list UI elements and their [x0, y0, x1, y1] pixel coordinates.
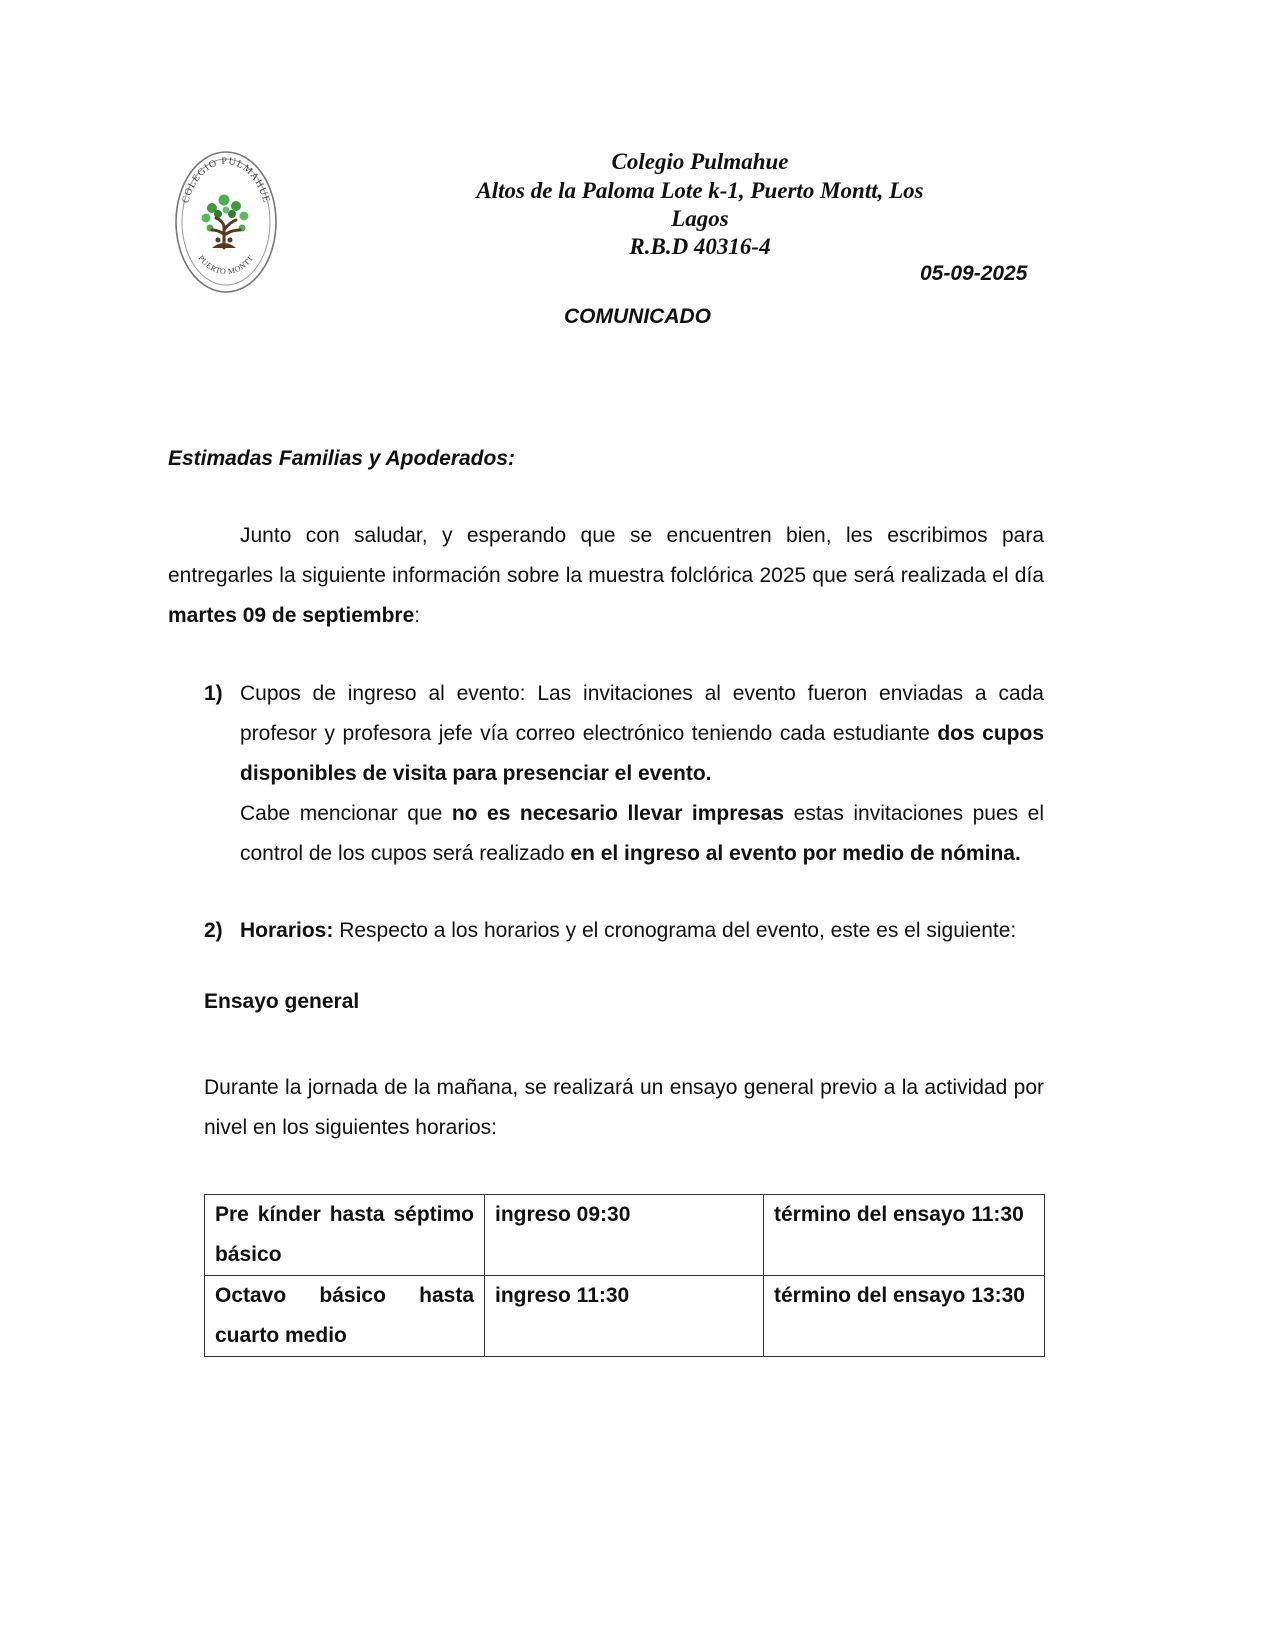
section-title: Ensayo general: [204, 990, 360, 1013]
item-1-paragraph-1: Cupos de ingreso al evento: Las invitaciones al evento fueron enviadas a cada profesor y profesora jefe vía correo electrónico teniendo cada estudiante dos cupos disponibles de visita para presenciar el evento.: [240, 682, 1044, 785]
schedule-table: [204, 1194, 1045, 1357]
tree-emblem-icon: [172, 148, 280, 296]
list-item-number: 1): [204, 682, 223, 705]
school-rbd: R.B.D 40316-4: [629, 234, 771, 259]
intro-text-end: :: [414, 604, 421, 627]
table-cell-level: Octavo básico hasta cuarto medio: [205, 1276, 485, 1357]
list-item-number: 2): [204, 919, 223, 942]
svg-text:COLEGIO PULMAHUE: COLEGIO PULMAHUE: [180, 155, 272, 205]
table-cell-end: término del ensayo 13:30: [764, 1276, 1045, 1357]
intro-paragraph: [168, 516, 1044, 636]
table-cell-end: término del ensayo 11:30: [764, 1195, 1045, 1276]
svg-text:PUERTO MONTT: PUERTO MONTT: [196, 253, 256, 277]
list-item-2: [204, 911, 1044, 951]
table-cell-entry: ingreso 11:30: [485, 1276, 764, 1357]
item-1-paragraph-2: Cabe mencionar que no es necesario llevar impresas estas invitaciones pues el control de los cupos será realizado en el ingreso al evento por medio de nómina.: [240, 802, 1045, 865]
item-2-text: Horarios: Respecto a los horarios y el cronograma del evento, este es el siguiente:: [240, 919, 1017, 942]
list-item-1: [204, 674, 1044, 874]
section-paragraph: Durante la jornada de la mañana, se realizará un ensayo general previo a la actividad por nivel en los siguientes horarios:: [204, 1076, 1044, 1139]
school-address-line1: Altos de la Paloma Lote k-1, Puerto Montt, Los: [476, 178, 924, 203]
school-address-line2: Lagos: [671, 206, 729, 231]
document-title: COMUNICADO: [564, 305, 711, 328]
table-row: [205, 1195, 1045, 1276]
table-cell-level: Pre kínder hasta séptimo básico: [205, 1195, 485, 1276]
intro-text: Junto con saludar, y esperando que se encuentren bien, les escribimos para entregarles la siguiente información sobre la muestra folclórica 2025 que será realizada el día: [168, 524, 1044, 587]
table-cell-entry: ingreso 09:30: [485, 1195, 764, 1276]
event-date-bold: martes 09 de septiembre: [168, 604, 415, 627]
document-date: 05-09-2025: [920, 262, 1028, 285]
school-name: Colegio Pulmahue: [611, 149, 789, 174]
school-logo: [172, 148, 280, 296]
table-row: [205, 1276, 1045, 1357]
greeting: Estimadas Familias y Apoderados:: [168, 447, 516, 470]
